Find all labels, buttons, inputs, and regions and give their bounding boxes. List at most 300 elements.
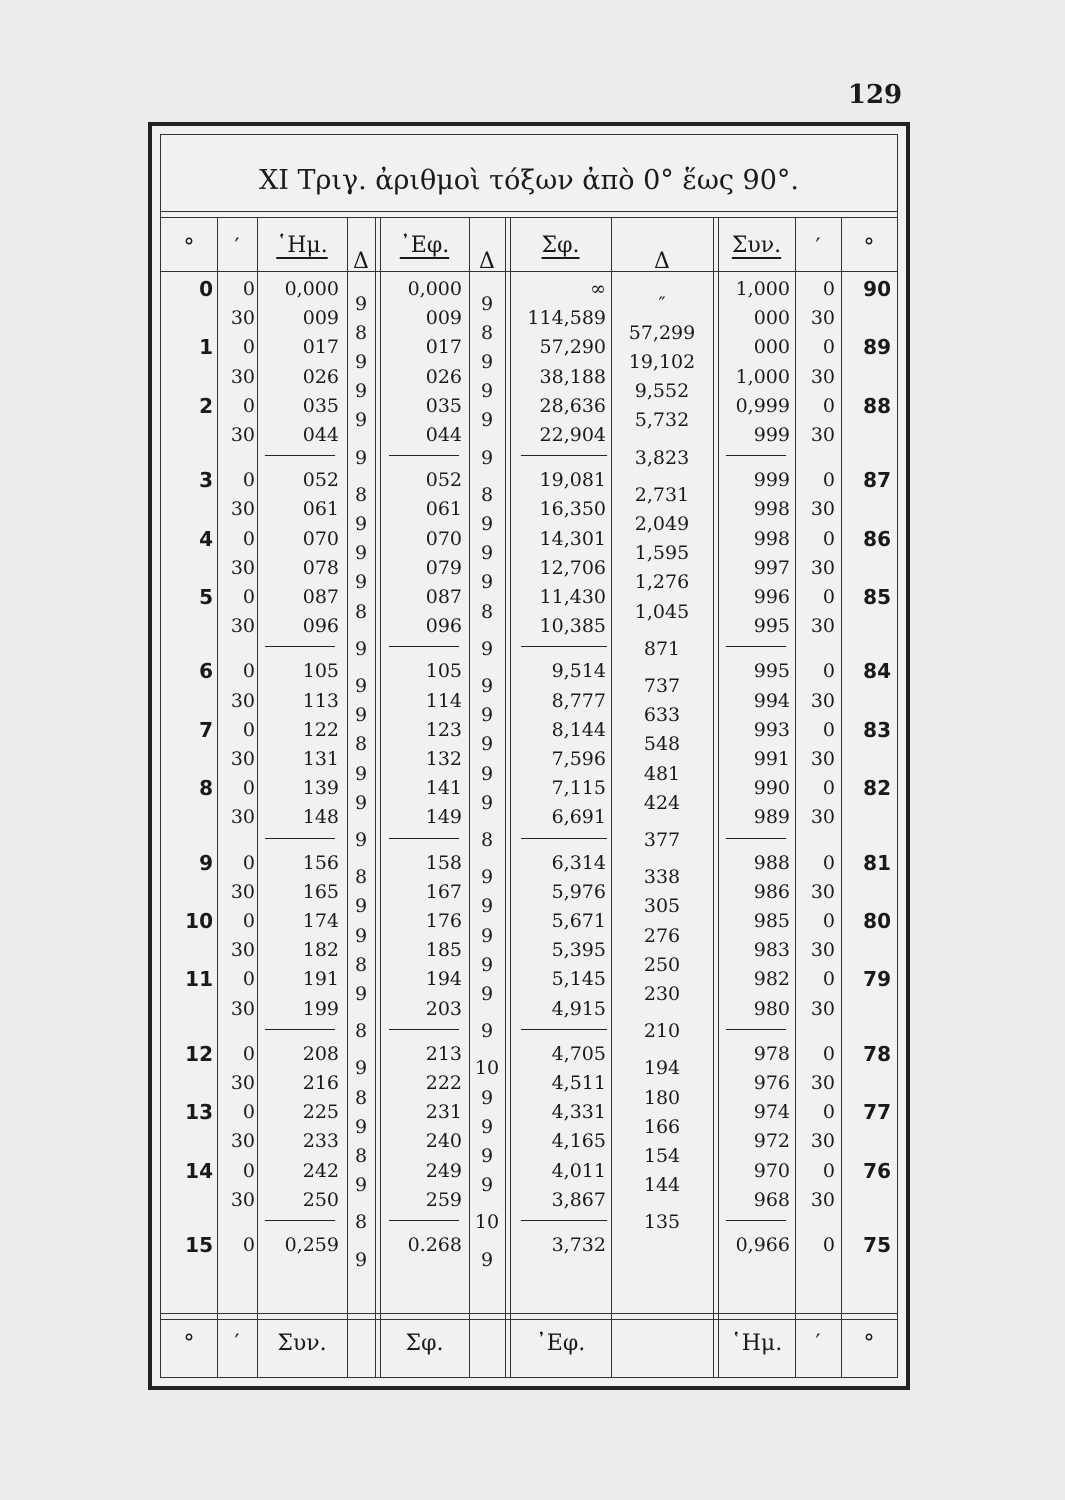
delta-cotangent-cell: 19,102 — [628, 351, 696, 373]
sine-cell: 216 — [302, 1072, 339, 1094]
header-delta-sine: Δ — [353, 249, 369, 274]
cosine-cell: 998 — [753, 498, 790, 521]
cotangent-cell: 9,514 — [551, 660, 606, 683]
delta-tangent-cell: 9 — [480, 983, 494, 1005]
header-delta-tangent: Δ — [479, 249, 495, 274]
delta-tangent-cell: 9 — [480, 791, 494, 814]
sine-cell: 052 — [302, 469, 339, 492]
minute-right-cell: 0 — [822, 394, 835, 417]
delta-cotangent-cell: 1,045 — [634, 600, 690, 623]
table-row — [161, 687, 897, 716]
minute-right-cell: 30 — [810, 1130, 835, 1153]
minute-cell: 0 — [242, 968, 255, 991]
delta-tangent-cell: 9 — [480, 542, 494, 565]
sine-cell: 182 — [302, 939, 339, 962]
minute-right-cell: 0 — [822, 336, 835, 359]
tangent-cell: 123 — [425, 718, 462, 741]
delta-cotangent-cell: 57,299 — [628, 321, 696, 344]
sine-cell: 009 — [302, 307, 339, 330]
sine-cell: 0,000 — [284, 278, 339, 300]
delta-sine-cell: 9 — [354, 762, 368, 785]
cosine-cell: 000 — [753, 336, 790, 359]
minute-right-cell: 0 — [822, 777, 835, 800]
tangent-cell: 114 — [425, 689, 462, 712]
degree-cell: 2 — [199, 393, 213, 418]
footer-degrees-right: ° — [863, 1331, 875, 1356]
minute-cell: 30 — [230, 365, 255, 388]
degree-cell: 3 — [199, 468, 213, 493]
cotangent-cell: 114,589 — [527, 307, 606, 330]
delta-cotangent-cell: 481 — [643, 762, 681, 785]
table-row — [161, 657, 897, 686]
cotangent-cell: 5,395 — [551, 939, 606, 962]
minute-cell: 30 — [230, 1188, 255, 1211]
cotangent-cell: 7,596 — [551, 748, 606, 770]
minute-right-cell: 30 — [810, 615, 835, 638]
cosine-cell: 968 — [753, 1188, 790, 1211]
minute-cell: 30 — [230, 1130, 255, 1153]
degree-cell: 6 — [199, 659, 213, 684]
cotangent-cell: 11,430 — [539, 586, 606, 608]
group-separator — [389, 646, 459, 647]
delta-tangent-cell: 9 — [480, 953, 494, 976]
minute-right-cell: 30 — [810, 939, 835, 962]
delta-tangent-cell: 8 — [480, 321, 494, 344]
cotangent-cell: 4,705 — [551, 1042, 606, 1065]
delta-cotangent-cell: 305 — [643, 895, 681, 918]
sine-cell: 250 — [302, 1188, 339, 1211]
tangent-cell: 231 — [425, 1101, 462, 1124]
minute-cell: 30 — [230, 556, 255, 579]
minute-right-cell: 30 — [810, 365, 835, 388]
cotangent-cell: 12,706 — [539, 556, 606, 579]
minute-cell: 0 — [242, 469, 255, 492]
delta-cotangent-cell: 210 — [643, 1020, 681, 1043]
cotangent-cell: 16,350 — [539, 498, 606, 521]
table-row — [161, 612, 897, 641]
cotangent-cell: 38,188 — [539, 365, 606, 388]
minute-right-cell: 30 — [810, 880, 835, 903]
table-frame — [148, 122, 910, 1390]
cosine-cell: 996 — [753, 586, 790, 608]
degree-right-cell: 79 — [863, 967, 891, 992]
minute-right-cell: 30 — [810, 556, 835, 579]
delta-sine-cell: 8 — [354, 1211, 368, 1234]
cosine-cell: 1,000 — [735, 365, 790, 388]
cotangent-cell: 4,011 — [551, 1159, 606, 1182]
table-row — [161, 1040, 897, 1069]
delta-sine-cell: 9 — [354, 542, 368, 565]
delta-tangent-cell: 9 — [480, 292, 494, 315]
minute-right-cell: 30 — [810, 424, 835, 446]
title-rule — [161, 211, 897, 212]
sine-cell: 078 — [302, 556, 339, 579]
minute-right-cell: 30 — [810, 997, 835, 1020]
cosine-cell: 999 — [753, 469, 790, 492]
table-row — [161, 936, 897, 965]
group-separator — [726, 838, 786, 839]
delta-tangent-cell: 9 — [480, 637, 494, 660]
sine-cell: 026 — [302, 365, 339, 388]
cosine-cell: 972 — [753, 1130, 790, 1153]
title-rule-double — [161, 217, 897, 218]
degree-cell: 1 — [199, 335, 213, 360]
degree-cell: 5 — [199, 585, 213, 609]
cosine-cell: 994 — [753, 689, 790, 712]
cosine-cell: 999 — [753, 424, 790, 446]
footer-rule — [161, 1313, 897, 1314]
minute-right-cell: 0 — [822, 968, 835, 991]
degree-right-cell: 81 — [863, 850, 891, 875]
tangent-cell: 017 — [425, 336, 462, 359]
delta-cotangent-cell: 1,595 — [634, 542, 690, 565]
footer-degrees: ° — [183, 1331, 195, 1356]
delta-tangent-cell: 9 — [480, 1145, 494, 1167]
tangent-cell: 052 — [425, 469, 462, 492]
sine-cell: 044 — [302, 424, 339, 446]
minute-right-cell: 30 — [810, 307, 835, 330]
delta-sine-cell: 9 — [354, 1057, 368, 1080]
header-degrees: ° — [183, 235, 195, 260]
tangent-cell: 149 — [425, 806, 462, 829]
cosine-cell: 1,000 — [735, 278, 790, 300]
degree-cell: 9 — [199, 850, 213, 875]
degree-right-cell: 88 — [863, 393, 891, 418]
tangent-cell: 079 — [425, 556, 462, 579]
group-separator — [726, 1220, 786, 1221]
degree-cell: 0 — [199, 277, 213, 301]
delta-sine-cell: 9 — [354, 704, 368, 727]
delta-cotangent-cell: 230 — [643, 983, 681, 1005]
sine-cell: 131 — [302, 748, 339, 770]
group-separator — [726, 455, 786, 456]
minute-cell: 0 — [242, 278, 255, 300]
sine-cell: 165 — [302, 880, 339, 903]
group-separator — [726, 1029, 786, 1030]
tangent-cell: 222 — [425, 1072, 462, 1094]
degree-right-cell: 78 — [863, 1041, 891, 1066]
cosine-cell: 980 — [753, 997, 790, 1020]
tangent-cell: 061 — [425, 498, 462, 521]
minute-right-cell: 0 — [822, 1042, 835, 1065]
delta-tangent-cell: 9 — [480, 866, 494, 889]
tangent-cell: 0.268 — [407, 1234, 462, 1256]
minute-right-cell: 30 — [810, 806, 835, 829]
cotangent-cell: 4,165 — [551, 1130, 606, 1153]
group-separator — [265, 646, 335, 647]
tangent-cell: 249 — [425, 1159, 462, 1182]
tangent-cell: 087 — [425, 586, 462, 608]
delta-cotangent-cell: 1,276 — [634, 571, 690, 594]
sine-cell: 199 — [302, 997, 339, 1020]
cosine-cell: 976 — [753, 1072, 790, 1094]
table-row — [161, 1186, 897, 1215]
delta-sine-cell: 9 — [354, 791, 368, 814]
delta-sine-cell: 9 — [354, 675, 368, 697]
sine-cell: 035 — [302, 394, 339, 417]
tangent-cell: 105 — [425, 660, 462, 683]
table-row — [161, 1069, 897, 1098]
delta-tangent-cell: 9 — [480, 351, 494, 373]
cotangent-cell: 7,115 — [551, 777, 606, 800]
header-delta-cotangent: Δ — [654, 249, 670, 274]
delta-cotangent-cell: 737 — [643, 675, 681, 697]
delta-cotangent-cell: 633 — [643, 704, 681, 727]
cotangent-cell: 4,511 — [551, 1072, 606, 1094]
cosine-cell: 995 — [753, 660, 790, 683]
sine-cell: 0,259 — [284, 1234, 339, 1256]
table-row — [161, 745, 897, 774]
minute-right-cell: 0 — [822, 851, 835, 874]
delta-sine-cell: 9 — [354, 292, 368, 315]
sine-cell: 017 — [302, 336, 339, 359]
header-minutes-right: ′ — [815, 235, 821, 260]
tangent-cell: 026 — [425, 365, 462, 388]
group-separator — [265, 1220, 335, 1221]
degree-cell: 14 — [185, 1158, 213, 1183]
delta-sine-cell: 9 — [354, 351, 368, 373]
delta-cotangent-cell: 166 — [643, 1115, 681, 1138]
minute-cell: 0 — [242, 586, 255, 608]
minute-cell: 0 — [242, 1159, 255, 1182]
tangent-cell: 176 — [425, 910, 462, 932]
minute-cell: 30 — [230, 748, 255, 770]
sine-cell: 208 — [302, 1042, 339, 1065]
tangent-cell: 158 — [425, 851, 462, 874]
degree-right-cell: 80 — [863, 909, 891, 933]
delta-sine-cell: 9 — [354, 983, 368, 1005]
footer-minutes: ′ — [234, 1331, 240, 1356]
delta-tangent-cell: 9 — [480, 762, 494, 785]
delta-sine-cell: 8 — [354, 1145, 368, 1167]
cosine-cell: 998 — [753, 527, 790, 550]
group-separator — [265, 838, 335, 839]
cotangent-cell: 4,331 — [551, 1101, 606, 1124]
header-degrees-right: ° — [863, 235, 875, 260]
minute-cell: 30 — [230, 424, 255, 446]
minute-right-cell: 0 — [822, 527, 835, 550]
cotangent-cell: ∞ — [590, 278, 606, 300]
table-row — [161, 363, 897, 392]
delta-sine-cell: 8 — [354, 733, 368, 756]
group-separator — [521, 455, 607, 456]
table-row — [161, 907, 897, 936]
delta-tangent-cell: 8 — [480, 829, 494, 851]
minute-cell: 0 — [242, 527, 255, 550]
sine-cell: 156 — [302, 851, 339, 874]
cosine-cell: 997 — [753, 556, 790, 579]
cosine-cell: 993 — [753, 718, 790, 741]
tangent-cell: 044 — [425, 424, 462, 446]
group-separator — [521, 838, 607, 839]
minute-right-cell: 0 — [822, 469, 835, 492]
minute-right-cell: 0 — [822, 660, 835, 683]
table-row — [161, 1157, 897, 1186]
sine-cell: 174 — [302, 910, 339, 932]
table-row — [161, 466, 897, 495]
delta-cotangent-cell: 377 — [643, 829, 681, 851]
group-separator — [265, 455, 335, 456]
tangent-cell: 035 — [425, 394, 462, 417]
header-tangent: ᾿Εφ. — [399, 233, 450, 258]
cotangent-cell: 14,301 — [539, 527, 606, 550]
degree-cell: 12 — [185, 1041, 213, 1066]
header-rule — [161, 271, 897, 272]
table-row — [161, 849, 897, 878]
sine-cell: 225 — [302, 1101, 339, 1124]
cotangent-cell: 10,385 — [539, 615, 606, 638]
footer-minutes-right: ′ — [815, 1331, 821, 1356]
cosine-cell: 000 — [753, 307, 790, 330]
table-row — [161, 495, 897, 524]
table-row — [161, 878, 897, 907]
degree-right-cell: 87 — [863, 468, 891, 493]
delta-sine-cell: 9 — [354, 924, 368, 947]
delta-cotangent-cell: 154 — [643, 1145, 681, 1167]
delta-tangent-cell: 9 — [480, 1248, 494, 1271]
cosine-cell: 983 — [753, 939, 790, 962]
cosine-cell: 982 — [753, 968, 790, 991]
minute-right-cell: 30 — [810, 1072, 835, 1094]
delta-tangent-cell: 9 — [480, 571, 494, 594]
table-row — [161, 392, 897, 421]
cosine-cell: 989 — [753, 806, 790, 829]
delta-tangent-cell: 9 — [480, 733, 494, 756]
delta-sine-cell: 9 — [354, 637, 368, 660]
delta-cotangent-cell: 276 — [643, 924, 681, 947]
sine-cell: 191 — [302, 968, 339, 991]
minute-right-cell: 0 — [822, 1234, 835, 1256]
minute-cell: 0 — [242, 851, 255, 874]
minute-cell: 30 — [230, 307, 255, 330]
minute-right-cell: 30 — [810, 498, 835, 521]
group-separator — [521, 646, 607, 647]
minute-right-cell: 0 — [822, 910, 835, 932]
delta-cotangent-cell: ″ — [658, 292, 666, 315]
delta-sine-cell: 9 — [354, 571, 368, 594]
cotangent-cell: 28,636 — [539, 394, 606, 417]
minute-cell: 30 — [230, 806, 255, 829]
delta-sine-cell: 9 — [354, 1115, 368, 1138]
table-row — [161, 716, 897, 745]
minute-cell: 0 — [242, 1042, 255, 1065]
delta-tangent-cell: 9 — [480, 675, 494, 697]
minute-right-cell: 0 — [822, 586, 835, 608]
delta-tangent-cell: 9 — [480, 1174, 494, 1197]
degree-cell: 11 — [185, 967, 213, 992]
delta-tangent-cell: 9 — [480, 1115, 494, 1138]
degree-cell: 7 — [199, 717, 213, 742]
table-row — [161, 803, 897, 832]
cotangent-cell: 5,145 — [551, 968, 606, 991]
cosine-cell: 995 — [753, 615, 790, 638]
delta-tangent-cell: 9 — [480, 380, 494, 403]
sine-cell: 139 — [302, 777, 339, 800]
delta-cotangent-cell: 194 — [643, 1057, 681, 1080]
delta-sine-cell: 9 — [354, 1174, 368, 1197]
cotangent-cell: 3,867 — [551, 1188, 606, 1211]
delta-sine-cell: 9 — [354, 446, 368, 469]
minute-cell: 30 — [230, 939, 255, 962]
group-separator — [389, 455, 459, 456]
footer-sine: ῾Ημ. — [730, 1331, 783, 1356]
minute-cell: 0 — [242, 1234, 255, 1256]
tangent-cell: 167 — [425, 880, 462, 903]
cosine-cell: 986 — [753, 880, 790, 903]
cosine-cell: 970 — [753, 1159, 790, 1182]
delta-tangent-cell: 8 — [480, 483, 494, 506]
cotangent-cell: 3,732 — [551, 1234, 606, 1256]
table-row — [161, 774, 897, 803]
sine-cell: 242 — [302, 1159, 339, 1182]
minute-cell: 0 — [242, 777, 255, 800]
sine-cell: 105 — [302, 660, 339, 683]
minute-cell: 0 — [242, 660, 255, 683]
degree-right-cell: 85 — [863, 585, 891, 609]
minute-right-cell: 0 — [822, 278, 835, 300]
delta-tangent-cell: 10 — [474, 1057, 500, 1080]
table-row — [161, 554, 897, 583]
tangent-cell: 203 — [425, 997, 462, 1020]
delta-sine-cell: 8 — [354, 866, 368, 889]
cotangent-cell: 4,915 — [551, 997, 606, 1020]
delta-sine-cell: 9 — [354, 409, 368, 432]
degree-right-cell: 90 — [863, 277, 891, 301]
delta-cotangent-cell: 548 — [643, 733, 681, 756]
tangent-cell: 213 — [425, 1042, 462, 1065]
cosine-cell: 988 — [753, 851, 790, 874]
delta-cotangent-cell: 135 — [643, 1211, 681, 1234]
delta-sine-cell: 9 — [354, 513, 368, 535]
tangent-cell: 141 — [425, 777, 462, 800]
degree-cell: 15 — [185, 1233, 213, 1257]
cosine-cell: 985 — [753, 910, 790, 932]
cotangent-cell: 8,777 — [551, 689, 606, 712]
footer-tangent: ᾿Εφ. — [535, 1331, 586, 1356]
cotangent-cell: 5,671 — [551, 910, 606, 932]
cotangent-cell: 5,976 — [551, 880, 606, 903]
delta-tangent-cell: 9 — [480, 446, 494, 469]
sine-cell: 061 — [302, 498, 339, 521]
minute-cell: 30 — [230, 880, 255, 903]
degree-cell: 10 — [185, 909, 213, 933]
delta-sine-cell: 9 — [354, 895, 368, 918]
delta-sine-cell: 9 — [354, 380, 368, 403]
delta-cotangent-cell: 871 — [643, 637, 681, 660]
minute-cell: 0 — [242, 394, 255, 417]
footer-cosine: Συν. — [277, 1331, 327, 1356]
minute-cell: 30 — [230, 498, 255, 521]
tangent-cell: 259 — [425, 1188, 462, 1211]
cosine-cell: 991 — [753, 748, 790, 770]
minute-right-cell: 30 — [810, 689, 835, 712]
cotangent-cell: 22,904 — [539, 424, 606, 446]
group-separator — [389, 1029, 459, 1030]
cosine-cell: 974 — [753, 1101, 790, 1124]
minute-cell: 0 — [242, 336, 255, 359]
minute-cell: 0 — [242, 718, 255, 741]
table-row — [161, 583, 897, 612]
group-separator — [521, 1220, 607, 1221]
sine-cell: 148 — [302, 806, 339, 829]
minute-right-cell: 0 — [822, 1159, 835, 1182]
table-row — [161, 1098, 897, 1127]
delta-tangent-cell: 9 — [480, 1020, 494, 1043]
minute-cell: 30 — [230, 615, 255, 638]
table-row — [161, 1231, 897, 1260]
header-cosine: Συν. — [731, 233, 782, 258]
delta-tangent-cell: 9 — [480, 924, 494, 947]
